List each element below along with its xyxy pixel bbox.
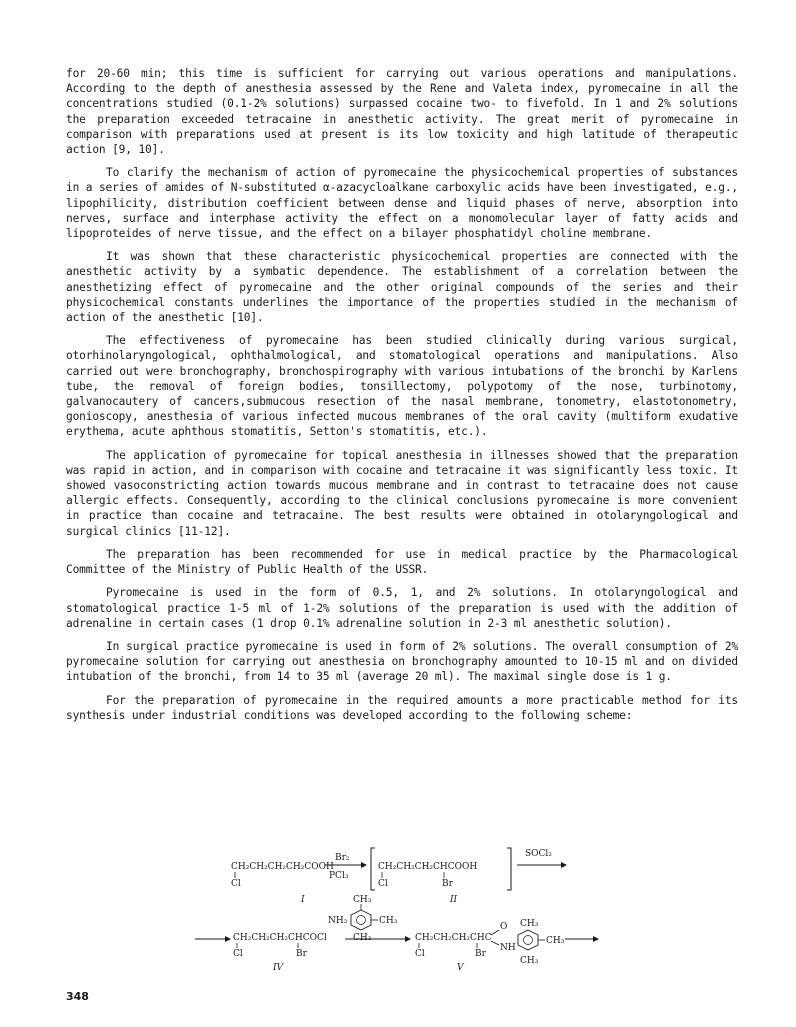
compound-1-label: I	[301, 895, 305, 905]
paragraph-9: For the preparation of pyromecaine in the required amounts a more practicable method for its synthesis under industrial conditions was developed according to the following scheme:	[66, 693, 738, 722]
arrow-4-head	[405, 936, 411, 942]
amine-ch3-top: CH₃	[353, 895, 372, 905]
amine-nh2: NH₂	[328, 916, 348, 926]
reagent-2: SOCl₂	[525, 849, 552, 859]
compound-4-ring-inner	[524, 936, 533, 945]
compound-3-formula: CH₂CH₂CH₂CHCOCl	[233, 933, 327, 943]
compound-4-formula: CH₂CH₂CH₂CHC	[415, 933, 492, 943]
compound-3-label: IV	[273, 963, 284, 972]
compound-1-cl: Cl	[231, 879, 241, 889]
compound-4-nh: NH	[500, 943, 516, 953]
amine-ch3-right: CH₃	[379, 916, 398, 926]
synthesis-scheme	[195, 842, 615, 972]
compound-1-formula: CH₂CH₂CH₂CH₂COOH	[231, 862, 334, 872]
bracket-right	[507, 848, 511, 890]
article-body	[66, 66, 738, 731]
paragraph-5: The application of pyromecaine for topical anesthesia in illnesses showed that the preparation was rapid in action, and in comparison with cocaine and tetracaine it was significantly less toxic. It showed vasoconstricting action towards mucous membrane and in contrast to tetracaine does not cause allergic effects. Consequently, according to the clinical conclusions pyromecaine is more convenient in practice than cocaine and tetracaine. The best results were obtained in otolaryngological and surgical clinics [11-12].	[66, 448, 738, 538]
compound-4-ch3-right: CH₃	[546, 936, 565, 946]
synthesis-scheme-svg	[195, 842, 615, 972]
arrow-1-head	[361, 862, 367, 868]
compound-4-ring	[518, 930, 538, 950]
paragraph-6: The preparation has been recommended for use in medical practice by the Pharmacological Committee of the Ministry of Public Health of the USSR.	[66, 547, 738, 577]
amine-ring	[351, 910, 371, 930]
compound-4-bond-nh	[491, 941, 499, 945]
paragraph-3: It was shown that these characteristic physicochemical properties are connected with the anesthetic activity by a symbatic dependence. The establishment of a correlation between the anesthetizing effect of pyromecaine and the other original compounds of the series and their physicochemical constants underlines the importance of the properties studied in the mechanism of action of the anesthetic [10].	[66, 250, 738, 325]
arrow-2-head	[561, 862, 567, 868]
paragraph-1: for 20-60 min; this time is sufficient for carrying out various operations and manipulations. According to the depth of anesthesia assessed by the Rene and Valeta index, pyromecaine in all the concentrations studied (0.1-2% solutions) surpassed cocaine two- to fivefold. In 1 and 2% solutions the preparation exceeded tetracaine in anesthetic activity. The great merit of pyromecaine in comparison with preparations used at present is its low toxicity and high latitude of therapeutic action [9, 10].	[66, 67, 738, 157]
compound-4-br: Br	[475, 949, 486, 959]
amine-ring-inner	[357, 916, 366, 925]
paragraph-2: To clarify the mechanism of action of pyromecaine the physicochemical properties of substances in a series of amides of N-substituted α-azacycloalkane carboxylic acids have been investigated, e.g., lipophilicity, distribution coefficient between dense and liquid phases of nerve, absorption into nerves, surface and interphase activity the effect on a monomolecular layer of fatty acids and lipoproteides of nerve tissue, and the effect on a bilayer phosphatidyl choline membrane.	[66, 166, 738, 241]
arrow-3-head	[225, 936, 231, 942]
compound-2-cl: Cl	[378, 879, 388, 889]
compound-4-cl: Cl	[415, 949, 425, 959]
paragraph-7: Pyromecaine is used in the form of 0.5, 1, and 2% solutions. In otolaryngological and stomatological practice 1-5 ml of 1-2% solutions of the preparation is used with the addition of adrenaline in certain cases (1 drop 0.1% adrenaline solution in 2-3 ml anesthetic solution).	[66, 586, 738, 630]
compound-4-label: V	[457, 963, 464, 972]
paragraph-4: The effectiveness of pyromecaine has been studied clinically during various surgical, otorhinolaryngological, ophthalmological, and stomatological operations and manipulations. Also carried out were bronchography, bronchospirography with various intubations of the bronchi by Karlens tube, the removal of foreign bodies, tonsillectomy, polypotomy of the nose, turbinotomy, galvanocautery of cancers,submucous resection of the nasal membrane, tonometry, elastotonometry, gonioscopy, anesthesia of various infected mucous membranes of the oral cavity (multiform exudative erythema, acute aphthous stomatitis, Setton's stomatitis, etc.).	[66, 334, 738, 439]
compound-4-ch3-bottom: CH₃	[520, 956, 539, 966]
bracket-left	[371, 848, 375, 890]
compound-2-label: II	[450, 895, 458, 905]
arrow-5-head	[593, 936, 599, 942]
amine-ch3-bottom: CH₃	[353, 933, 372, 943]
compound-2-br: Br	[442, 879, 453, 889]
paragraph-8: In surgical practice pyromecaine is used in form of 2% solutions. The overall consumption of 2% pyromecaine solution for carrying out anesthesia on bronchography amounted to 10-15 ml and on divided intubation of the bronchi, from 14 to 35 ml (average 20 ml). The maximal single dose is 1 g.	[66, 639, 738, 684]
compound-4-ch3-top: CH₃	[520, 919, 539, 929]
compound-4-bond-o	[491, 930, 499, 935]
compound-3-cl: Cl	[233, 949, 243, 959]
reagent-1-bottom: PCl₃	[329, 871, 349, 881]
reagent-1-top: Br₂	[335, 853, 350, 863]
compound-4-o: O	[500, 922, 508, 932]
page-number: 348	[66, 990, 89, 1003]
compound-3-br: Br	[296, 949, 307, 959]
compound-2-formula: CH₂CH₂CH₂CHCOOH	[378, 862, 478, 872]
